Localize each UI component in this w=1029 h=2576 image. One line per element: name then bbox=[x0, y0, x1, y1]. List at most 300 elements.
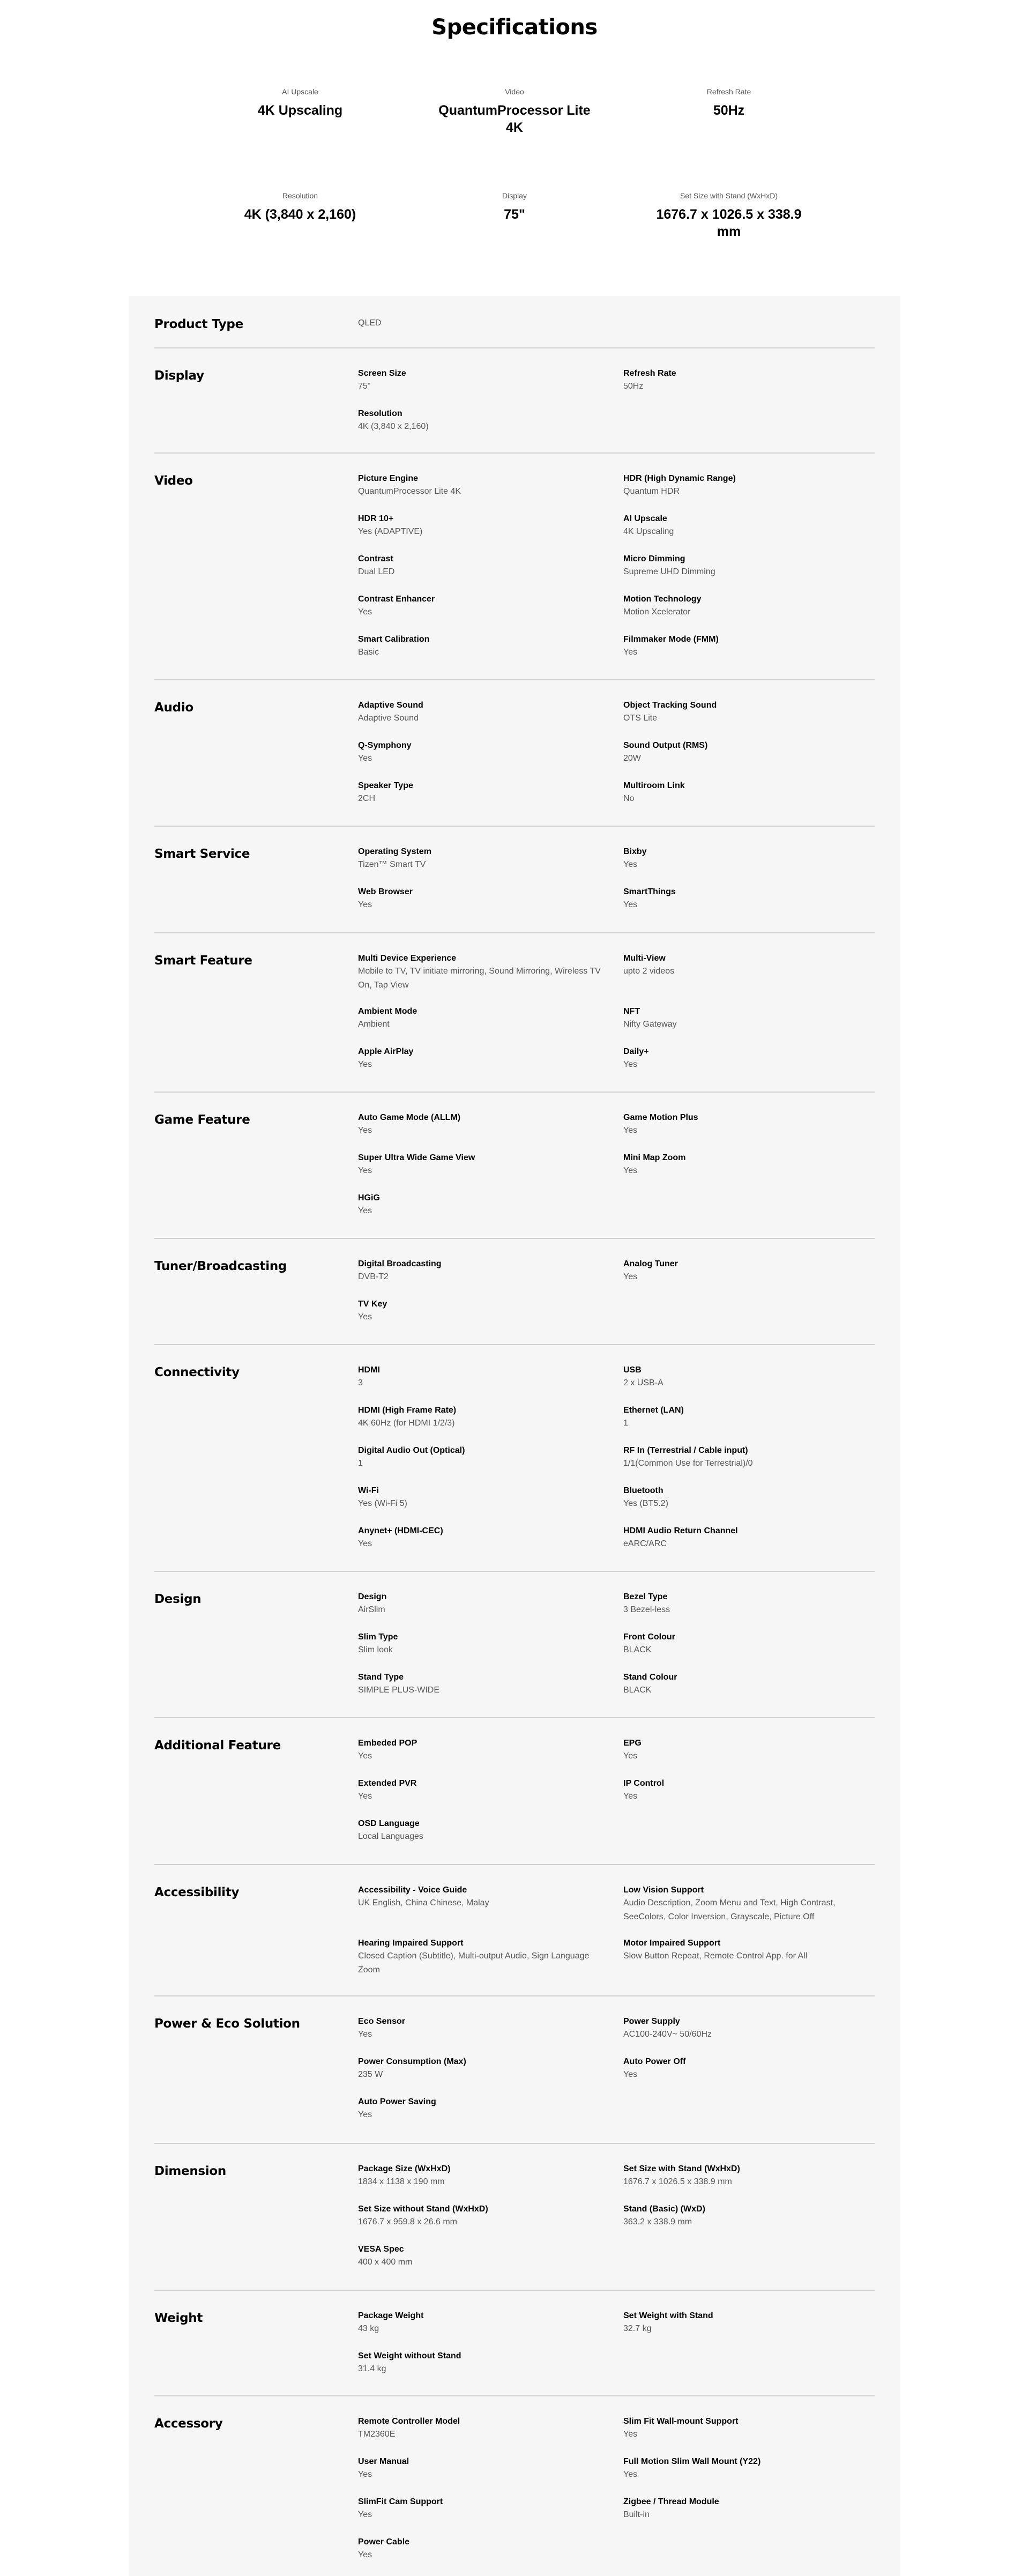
section-divider bbox=[154, 2143, 875, 2144]
spec-value: TM2360E bbox=[358, 2430, 396, 2439]
spec-name: Adaptive Sound bbox=[358, 701, 423, 710]
spec-value: Built-in bbox=[623, 2510, 650, 2519]
spec-name: Remote Controller Model bbox=[358, 2417, 460, 2426]
highlight-item bbox=[193, 87, 407, 191]
section-title: Smart Feature bbox=[154, 954, 252, 968]
spec-item bbox=[623, 2056, 875, 2082]
highlight-item bbox=[622, 191, 836, 295]
spec-value: Nifty Gateway bbox=[623, 1020, 677, 1029]
spec-value: Yes (BT5.2) bbox=[623, 1499, 668, 1508]
spec-value: Dual LED bbox=[358, 567, 395, 576]
spec-item bbox=[623, 593, 875, 619]
spec-name: Motor Impaired Support bbox=[623, 1939, 721, 1948]
spec-value: DVB-T2 bbox=[358, 1272, 389, 1281]
section-title: Dimension bbox=[154, 2164, 226, 2178]
spec-value: Yes (ADAPTIVE) bbox=[358, 527, 423, 536]
spec-name: Q-Symphony bbox=[358, 741, 412, 750]
spec-name: Daily+ bbox=[623, 1047, 649, 1056]
section-title: Product Type bbox=[154, 317, 243, 331]
spec-value: Yes bbox=[623, 1166, 638, 1175]
highlight-item bbox=[407, 191, 622, 295]
spec-item bbox=[623, 740, 875, 766]
spec-name: Super Ultra Wide Game View bbox=[358, 1153, 475, 1162]
spec-item bbox=[358, 2244, 610, 2269]
spec-item bbox=[358, 1778, 610, 1803]
spec-name: Game Motion Plus bbox=[623, 1113, 698, 1122]
spec-item bbox=[358, 2416, 610, 2441]
section-divider bbox=[154, 932, 875, 933]
spec-item bbox=[358, 1258, 610, 1284]
spec-item bbox=[623, 1738, 875, 1763]
spec-name: Auto Power Saving bbox=[358, 2097, 436, 2106]
spec-value: 50Hz bbox=[623, 382, 644, 391]
spec-value: Yes bbox=[358, 2550, 372, 2559]
spec-item bbox=[623, 2456, 875, 2482]
spec-value: Motion Xcelerator bbox=[623, 607, 691, 617]
spec-name: Accessibility - Voice Guide bbox=[358, 1885, 467, 1895]
spec-item bbox=[358, 634, 610, 659]
spec-name: Full Motion Slim Wall Mount (Y22) bbox=[623, 2457, 761, 2466]
spec-value: 3 Bezel-less bbox=[623, 1605, 670, 1614]
spec-item bbox=[623, 1006, 875, 1031]
spec-value: QLED bbox=[358, 318, 382, 328]
spec-value: 2 x USB-A bbox=[623, 1378, 663, 1387]
highlight-value: 4K Upscaling bbox=[257, 103, 343, 118]
spec-item bbox=[358, 700, 610, 725]
spec-name: Set Size without Stand (WxHxD) bbox=[358, 2204, 488, 2214]
highlight-value: 1676.7 x 1026.5 x 338.9 mm bbox=[656, 207, 802, 239]
spec-item bbox=[623, 846, 875, 872]
spec-value: 2CH bbox=[358, 794, 376, 803]
spec-name: Stand Colour bbox=[623, 1673, 677, 1682]
section-title: Connectivity bbox=[154, 1365, 240, 1379]
spec-value: Yes bbox=[623, 1272, 638, 1281]
spec-item bbox=[623, 513, 875, 539]
spec-value: 20W bbox=[623, 754, 641, 763]
section-title: Power & Eco Solution bbox=[154, 2017, 300, 2031]
spec-value: Yes bbox=[623, 1060, 638, 1069]
spec-name: Auto Game Mode (ALLM) bbox=[358, 1113, 461, 1122]
spec-item bbox=[358, 2163, 610, 2189]
spec-name: Web Browser bbox=[358, 887, 413, 896]
spec-name: Eco Sensor bbox=[358, 2017, 406, 2026]
spec-item bbox=[623, 1112, 875, 1138]
highlight-label: Resolution bbox=[282, 191, 318, 200]
section-divider bbox=[154, 679, 875, 680]
spec-name: Package Size (WxHxD) bbox=[358, 2164, 451, 2173]
spec-name: Analog Tuner bbox=[623, 1259, 678, 1268]
spec-name: HDMI Audio Return Channel bbox=[623, 1526, 738, 1535]
section-title: Display bbox=[154, 369, 204, 383]
highlight-item bbox=[622, 87, 836, 191]
spec-item bbox=[358, 368, 610, 394]
spec-value: Slim look bbox=[358, 1645, 393, 1654]
spec-name: Power Supply bbox=[623, 2017, 680, 2026]
spec-value: 1676.7 x 1026.5 x 338.9 mm bbox=[623, 2177, 732, 2186]
spec-value: Yes bbox=[358, 900, 372, 909]
spec-name: Digital Broadcasting bbox=[358, 1259, 442, 1268]
spec-item bbox=[358, 1525, 610, 1551]
spec-name: OSD Language bbox=[358, 1819, 420, 1828]
spec-name: Apple AirPlay bbox=[358, 1047, 414, 1056]
section-title: Accessory bbox=[154, 2417, 223, 2431]
spec-item bbox=[623, 1884, 875, 1924]
spec-item bbox=[358, 1298, 610, 1324]
section-title: Design bbox=[154, 1592, 202, 1606]
spec-value: UK English, China Chinese, Malay bbox=[358, 1898, 489, 1907]
spec-item bbox=[358, 1937, 610, 1977]
spec-value: BLACK bbox=[623, 1645, 652, 1654]
spec-name: Multi Device Experience bbox=[358, 954, 457, 963]
spec-name: Low Vision Support bbox=[623, 1885, 704, 1895]
spec-value: Yes bbox=[623, 648, 638, 657]
highlight-value: QuantumProcessor Lite 4K bbox=[438, 103, 591, 135]
spec-item bbox=[358, 1485, 610, 1511]
page-title: Specifications bbox=[431, 15, 598, 40]
spec-name: Motion Technology bbox=[623, 595, 702, 604]
spec-value: SIMPLE PLUS-WIDE bbox=[358, 1686, 440, 1695]
section-divider bbox=[154, 2290, 875, 2291]
spec-item bbox=[623, 1672, 875, 1697]
spec-item bbox=[358, 2056, 610, 2082]
spec-value: QuantumProcessor Lite 4K bbox=[358, 487, 461, 496]
spec-item bbox=[358, 513, 610, 539]
spec-name: Digital Audio Out (Optical) bbox=[358, 1446, 465, 1455]
spec-value: 363.2 x 338.9 mm bbox=[623, 2217, 692, 2226]
spec-name: USB bbox=[623, 1365, 642, 1375]
spec-name: Embeded POP bbox=[358, 1739, 417, 1748]
spec-value: Quantum HDR bbox=[623, 487, 680, 496]
spec-name: Slim Fit Wall-mount Support bbox=[623, 2417, 739, 2426]
spec-item bbox=[623, 1364, 875, 1390]
section-title: Weight bbox=[154, 2311, 203, 2325]
section-divider bbox=[154, 826, 875, 827]
spec-value: Yes bbox=[358, 1792, 372, 1801]
spec-table bbox=[129, 296, 900, 2576]
spec-item bbox=[623, 1937, 875, 1963]
spec-name: AI Upscale bbox=[623, 514, 667, 523]
spec-value: 75" bbox=[358, 382, 371, 391]
spec-item bbox=[358, 408, 610, 434]
spec-name: Auto Power Off bbox=[623, 2057, 686, 2066]
spec-name: SmartThings bbox=[623, 887, 676, 896]
spec-value: BLACK bbox=[623, 1686, 652, 1695]
spec-item bbox=[623, 1778, 875, 1803]
spec-item bbox=[623, 2016, 875, 2042]
spec-value: Yes bbox=[623, 1751, 638, 1761]
spec-name: Front Colour bbox=[623, 1632, 675, 1642]
spec-name: EPG bbox=[623, 1739, 642, 1748]
spec-item bbox=[358, 1631, 610, 1657]
spec-item bbox=[623, 2203, 875, 2229]
spec-value: 1/1(Common Use for Terrestrial)/0 bbox=[623, 1459, 753, 1468]
section-divider bbox=[154, 452, 875, 454]
spec-value: Supreme UHD Dimming bbox=[623, 567, 715, 576]
spec-name: Filmmaker Mode (FMM) bbox=[623, 635, 719, 644]
spec-value: No bbox=[623, 794, 635, 803]
spec-name: Ambient Mode bbox=[358, 1007, 417, 1016]
spec-value: 32.7 kg bbox=[623, 2324, 652, 2333]
spec-name: Speaker Type bbox=[358, 781, 413, 790]
spec-item bbox=[623, 780, 875, 806]
spec-name: Power Cable bbox=[358, 2537, 410, 2547]
section-title: Video bbox=[154, 474, 193, 488]
spec-name: HDMI bbox=[358, 1365, 380, 1375]
spec-item bbox=[358, 1006, 610, 1031]
section-divider bbox=[154, 1571, 875, 1572]
spec-value: Yes bbox=[358, 1539, 372, 1548]
spec-value: 235 W bbox=[358, 2070, 383, 2079]
spec-value: OTS Lite bbox=[623, 714, 658, 723]
spec-value: Basic bbox=[358, 648, 379, 657]
spec-name: NFT bbox=[623, 1007, 640, 1016]
spec-item bbox=[358, 953, 610, 992]
spec-item bbox=[358, 2350, 610, 2376]
spec-name: Bluetooth bbox=[623, 1486, 663, 1495]
spec-value: 4K Upscaling bbox=[623, 527, 674, 536]
spec-name: Bezel Type bbox=[623, 1592, 668, 1601]
spec-value: Yes bbox=[358, 1312, 372, 1322]
spec-value: Yes bbox=[358, 1751, 372, 1761]
spec-value: Ambient bbox=[358, 1020, 390, 1029]
spec-name: TV Key bbox=[358, 1300, 387, 1309]
spec-item bbox=[623, 1046, 875, 1072]
spec-name: Resolution bbox=[358, 409, 402, 418]
spec-name: SlimFit Cam Support bbox=[358, 2497, 443, 2506]
section-title: Smart Service bbox=[154, 847, 250, 861]
spec-item bbox=[358, 1364, 610, 1390]
spec-value: 31.4 kg bbox=[358, 2364, 386, 2373]
spec-name: Ethernet (LAN) bbox=[623, 1406, 684, 1415]
spec-value: Yes bbox=[358, 2030, 372, 2039]
highlight-label: Video bbox=[505, 87, 524, 96]
spec-item bbox=[623, 2163, 875, 2189]
spec-item bbox=[623, 1591, 875, 1617]
highlight-item bbox=[407, 87, 622, 191]
spec-item bbox=[623, 2310, 875, 2336]
spec-value: 1676.7 x 959.8 x 26.6 mm bbox=[358, 2217, 457, 2226]
spec-value: Audio Description, Zoom Menu and Text, High Contrast, SeeColors, Color Inversion, Grayscale, Picture Off bbox=[623, 1898, 836, 1921]
spec-value: Yes bbox=[358, 1126, 372, 1135]
spec-name: Picture Engine bbox=[358, 474, 419, 483]
spec-item bbox=[623, 1631, 875, 1657]
section-title: Game Feature bbox=[154, 1113, 250, 1127]
spec-value: Yes bbox=[358, 607, 372, 617]
spec-name: RF In (Terrestrial / Cable input) bbox=[623, 1446, 748, 1455]
section-divider bbox=[154, 1717, 875, 1718]
spec-value: Yes bbox=[623, 900, 638, 909]
spec-item bbox=[358, 740, 610, 766]
spec-name: Smart Calibration bbox=[358, 635, 430, 644]
spec-item bbox=[623, 1152, 875, 1178]
spec-item bbox=[358, 2456, 610, 2482]
highlight-value: 75" bbox=[504, 207, 525, 222]
spec-name: Multi-View bbox=[623, 954, 666, 963]
spec-item bbox=[623, 1485, 875, 1511]
spec-item bbox=[623, 700, 875, 725]
spec-value: Yes bbox=[623, 1126, 638, 1135]
spec-value: Yes (Wi-Fi 5) bbox=[358, 1499, 407, 1508]
section-divider bbox=[154, 1238, 875, 1239]
spec-name: Mini Map Zoom bbox=[623, 1153, 686, 1162]
spec-value: Yes bbox=[623, 860, 638, 869]
spec-item bbox=[623, 1405, 875, 1430]
spec-value: Closed Caption (Subtitle), Multi-output Audio, Sign Language Zoom bbox=[358, 1951, 590, 1974]
spec-name: IP Control bbox=[623, 1779, 665, 1788]
highlight-label: Set Size with Stand (WxHxD) bbox=[680, 191, 778, 200]
spec-value: Yes bbox=[623, 2430, 638, 2439]
spec-value: Yes bbox=[623, 2470, 638, 2479]
spec-item bbox=[623, 1445, 875, 1471]
spec-name: Hearing Impaired Support bbox=[358, 1939, 464, 1948]
section-title: Tuner/Broadcasting bbox=[154, 1259, 287, 1273]
spec-name: Sound Output (RMS) bbox=[623, 741, 708, 750]
spec-item bbox=[358, 473, 610, 499]
spec-name: HDR 10+ bbox=[358, 514, 394, 523]
spec-value: 400 x 400 mm bbox=[358, 2258, 413, 2267]
spec-value: Yes bbox=[358, 2510, 372, 2519]
spec-value: Yes bbox=[358, 1060, 372, 1069]
spec-name: Stand Type bbox=[358, 1673, 404, 1682]
spec-name: Micro Dimming bbox=[623, 554, 685, 563]
spec-value: Local Languages bbox=[358, 1832, 423, 1841]
section-divider bbox=[154, 1864, 875, 1865]
spec-item bbox=[358, 553, 610, 579]
spec-item bbox=[623, 886, 875, 912]
section-divider bbox=[154, 347, 875, 348]
spec-value: Adaptive Sound bbox=[358, 714, 419, 723]
spec-value: Slow Button Repeat, Remote Control App. for All bbox=[623, 1951, 808, 1961]
section-title: Audio bbox=[154, 701, 193, 715]
highlight-value: 50Hz bbox=[713, 103, 745, 118]
spec-item bbox=[358, 886, 610, 912]
spec-name: Wi-Fi bbox=[358, 1486, 379, 1495]
spec-item bbox=[358, 1405, 610, 1430]
spec-value: Yes bbox=[358, 2470, 372, 2479]
spec-value: AC100-240V~ 50/60Hz bbox=[623, 2030, 712, 2039]
spec-value: Yes bbox=[623, 1792, 638, 1801]
spec-name: Object Tracking Sound bbox=[623, 701, 717, 710]
spec-item bbox=[358, 780, 610, 806]
spec-value: Yes bbox=[358, 2110, 372, 2119]
spec-name: Extended PVR bbox=[358, 1779, 417, 1788]
highlight-label: Refresh Rate bbox=[706, 87, 751, 96]
highlight-item bbox=[193, 191, 407, 295]
spec-item bbox=[358, 316, 610, 330]
spec-name: Power Consumption (Max) bbox=[358, 2057, 466, 2066]
spec-name: Refresh Rate bbox=[623, 369, 676, 378]
spec-item bbox=[358, 1672, 610, 1697]
spec-value: 1 bbox=[623, 1419, 628, 1428]
spec-item bbox=[358, 2016, 610, 2042]
spec-item bbox=[358, 1591, 610, 1617]
spec-value: 1834 x 1138 x 190 mm bbox=[358, 2177, 445, 2186]
spec-item bbox=[358, 2496, 610, 2522]
spec-name: User Manual bbox=[358, 2457, 409, 2466]
spec-value: eARC/ARC bbox=[623, 1539, 667, 1548]
highlight-value: 4K (3,840 x 2,160) bbox=[244, 207, 356, 222]
section-title: Accessibility bbox=[154, 1885, 240, 1899]
spec-name: Contrast Enhancer bbox=[358, 595, 435, 604]
spec-name: Set Size with Stand (WxHxD) bbox=[623, 2164, 740, 2173]
spec-value: Yes bbox=[358, 754, 372, 763]
spec-item bbox=[358, 1112, 610, 1138]
spec-value: upto 2 videos bbox=[623, 967, 675, 976]
spec-name: Contrast bbox=[358, 554, 393, 563]
spec-name: Set Weight with Stand bbox=[623, 2311, 713, 2320]
section-divider bbox=[154, 1344, 875, 1345]
spec-name: Slim Type bbox=[358, 1632, 398, 1642]
section-title: Additional Feature bbox=[154, 1739, 281, 1753]
spec-name: Design bbox=[358, 1592, 387, 1601]
spec-name: Operating System bbox=[358, 847, 431, 856]
spec-item bbox=[358, 1152, 610, 1178]
spec-item bbox=[623, 473, 875, 499]
highlight-label: AI Upscale bbox=[282, 87, 318, 96]
spec-value: Yes bbox=[358, 1206, 372, 1215]
spec-value: 1 bbox=[358, 1459, 363, 1468]
spec-name: Set Weight without Stand bbox=[358, 2351, 461, 2360]
spec-item bbox=[358, 1818, 610, 1844]
spec-item bbox=[623, 634, 875, 659]
highlight-label: Display bbox=[502, 191, 527, 200]
spec-item bbox=[623, 953, 875, 978]
spec-item bbox=[623, 1525, 875, 1551]
spec-item bbox=[623, 2416, 875, 2441]
spec-item bbox=[358, 846, 610, 872]
spec-name: Zigbee / Thread Module bbox=[623, 2497, 719, 2506]
section-divider bbox=[154, 1995, 875, 1996]
spec-item bbox=[358, 593, 610, 619]
spec-item bbox=[623, 553, 875, 579]
spec-name: Screen Size bbox=[358, 369, 406, 378]
spec-value: 4K (3,840 x 2,160) bbox=[358, 422, 429, 431]
spec-name: HGiG bbox=[358, 1193, 380, 1202]
spec-item bbox=[358, 2096, 610, 2122]
spec-value: Yes bbox=[623, 2070, 638, 2079]
spec-name: Anynet+ (HDMI-CEC) bbox=[358, 1526, 443, 1535]
spec-item bbox=[358, 1738, 610, 1763]
spec-name: HDMI (High Frame Rate) bbox=[358, 1406, 457, 1415]
section-divider bbox=[154, 1092, 875, 1093]
spec-value: Mobile to TV, TV initiate mirroring, Sound Mirroring, Wireless TV On, Tap View bbox=[358, 967, 601, 990]
spec-name: HDR (High Dynamic Range) bbox=[623, 474, 736, 483]
spec-item bbox=[358, 1445, 610, 1471]
spec-value: Tizen™ Smart TV bbox=[358, 860, 426, 869]
spec-name: Multiroom Link bbox=[623, 781, 685, 790]
spec-item bbox=[623, 2496, 875, 2522]
spec-item bbox=[358, 2203, 610, 2229]
spec-item bbox=[358, 2536, 610, 2562]
spec-item bbox=[358, 2310, 610, 2336]
spec-value: 43 kg bbox=[358, 2324, 379, 2333]
spec-name: Bixby bbox=[623, 847, 647, 856]
spec-item bbox=[358, 1046, 610, 1072]
section-divider bbox=[154, 2395, 875, 2396]
spec-item bbox=[623, 368, 875, 394]
spec-item bbox=[358, 1192, 610, 1218]
spec-value: AirSlim bbox=[358, 1605, 385, 1614]
spec-item bbox=[623, 1258, 875, 1284]
spec-name: VESA Spec bbox=[358, 2245, 404, 2254]
spec-name: Stand (Basic) (WxD) bbox=[623, 2204, 705, 2214]
spec-item bbox=[358, 1884, 610, 1910]
spec-value: Yes bbox=[358, 1166, 372, 1175]
key-highlights bbox=[193, 87, 836, 295]
spec-name: Package Weight bbox=[358, 2311, 424, 2320]
spec-value: 4K 60Hz (for HDMI 1/2/3) bbox=[358, 1419, 455, 1428]
spec-value: 3 bbox=[358, 1378, 363, 1387]
